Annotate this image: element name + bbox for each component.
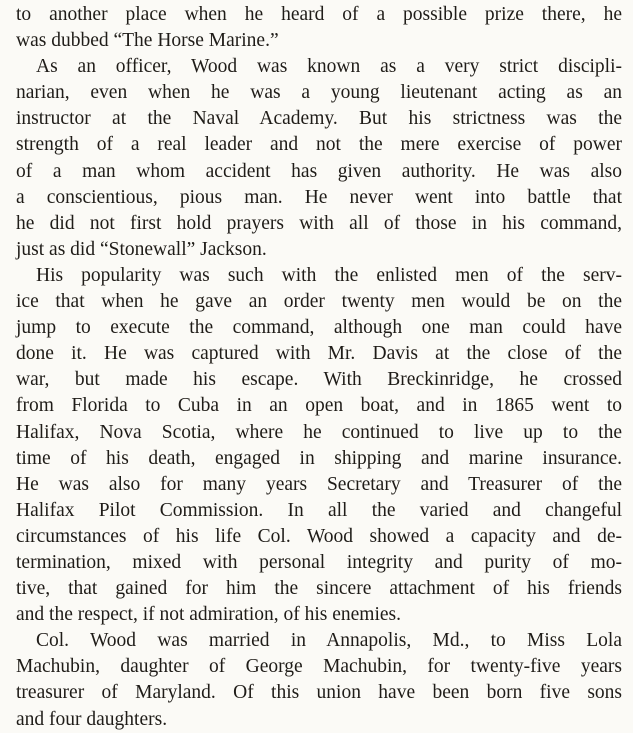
paragraph-3: [16, 263, 622, 628]
text-line: strength of a real leader and not the mere exercise of power: [16, 134, 622, 156]
text-line: jump to execute the command, although one man could have: [16, 317, 622, 339]
text-line: Halifax, Nova Scotia, where he continued to live up to the: [16, 421, 622, 443]
text-line: done it. He was captured with Mr. Davis at the close of the: [16, 343, 622, 365]
text-line: As an officer, Wood was known as a very strict discipli-: [36, 56, 622, 78]
text-line: from Florida to Cuba in an open boat, and in 1865 went to: [16, 395, 622, 417]
text-line: time of his death, engaged in shipping and marine insurance.: [16, 447, 622, 469]
text-line: Halifax Pilot Commission. In all the varied and changeful: [16, 499, 622, 521]
document-page: [16, 2, 622, 733]
text-line: His popularity was such with the enlisted men of the serv-: [36, 264, 622, 286]
text-line: tive, that gained for him the sincere attachment of his friends: [16, 578, 622, 600]
text-line: just as did “Stonewall” Jackson.: [16, 238, 267, 260]
paragraph-4: [16, 628, 622, 732]
text-line: narian, even when he was a young lieutenant acting as an: [16, 82, 622, 104]
text-line: ice that when he gave an order twenty men would be on the: [16, 291, 622, 313]
text-line: of a man whom accident has given authority. He was also: [16, 160, 622, 182]
text-line: to another place when he heard of a possible prize there, he: [16, 4, 622, 25]
text-line: he did not first hold prayers with all of those in his command,: [16, 212, 622, 234]
text-line: circumstances of his life Col. Wood showed a capacity and de-: [16, 525, 622, 547]
text-line: and the respect, if not admiration, of his enemies.: [16, 604, 402, 626]
text-line: and four daughters.: [16, 708, 168, 730]
text-line: instructor at the Naval Academy. But his strictness was the: [16, 108, 622, 130]
paragraph-1: [16, 2, 622, 54]
text-line: termination, mixed with personal integrity and purity of mo-: [16, 551, 622, 573]
text-line: war, but made his escape. With Breckinridge, he crossed: [16, 369, 622, 391]
text-line: Col. Wood was married in Annapolis, Md., to Miss Lola: [36, 630, 622, 652]
text-line: Machubin, daughter of George Machubin, for twenty-five years: [16, 656, 622, 678]
text-line: a conscientious, pious man. He never went into battle that: [16, 186, 622, 208]
text-line: He was also for many years Secretary and Treasurer of the: [16, 473, 622, 495]
paragraph-2: [16, 54, 622, 263]
text-line: treasurer of Maryland. Of this union have been born five sons: [16, 682, 622, 704]
text-line: was dubbed “The Horse Marine.”: [16, 30, 279, 52]
